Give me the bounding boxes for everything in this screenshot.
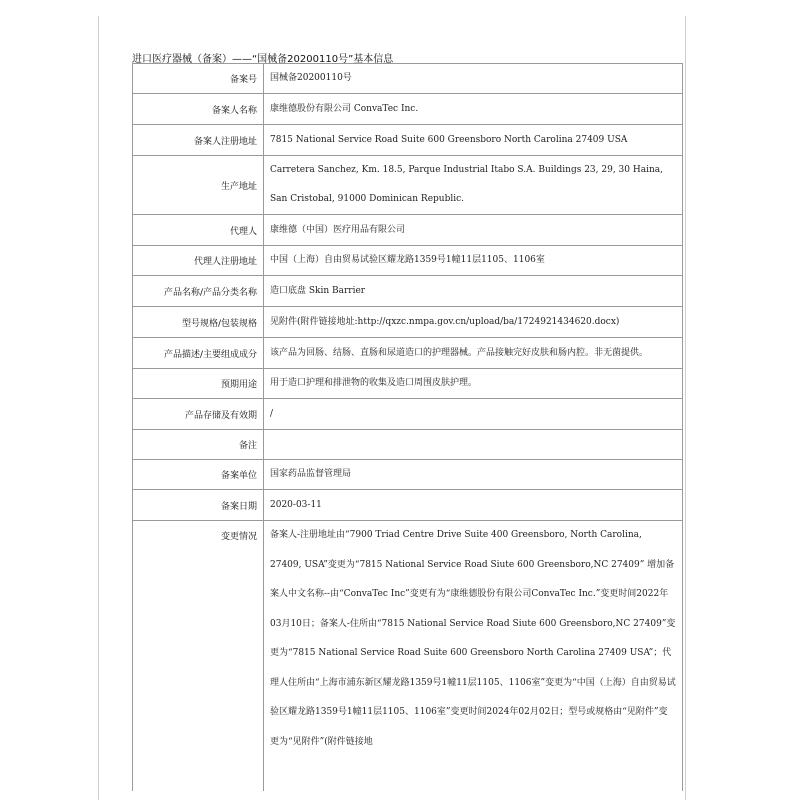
table-row [133, 521, 683, 791]
field-label: 备案人注册地址 [133, 125, 264, 156]
table-row [133, 490, 683, 521]
field-value: 国械备20200110号 [264, 64, 683, 94]
table-row [133, 215, 683, 246]
field-value: 康维德股份有限公司 ConvaTec Inc. [264, 94, 683, 125]
change-history-text: 备案人-注册地址由“7900 Triad Centre Drive Suite 400 Greensboro, North Carolina, 27409, USA”变更为“7815 National Service Road Siute 600 Greensboro,NC 27409” 增加备案人中文名称--由“ConvaTec Inc”变更有为“康维德股份有限公司ConvaTec Inc.”变更时间2022年03月10日；备案人-住所由“7815 National Service Road Siute 600 Greensboro,NC 27409”变更为“7815 National Service Road Suite 600 Greensboro North Carolina 27409 USA”；代理人住所由“上海市浦东新区耀龙路1359号1幢11层1105、1106室”变更为“中国（上海）自由贸易试验区耀龙路1359号1幢11层1105、1106室”变更时间2024年02月02日；型号或规格由“见附件”变更为“见附件”(附件链接地 [264, 521, 683, 791]
field-label: 备案人名称 [133, 94, 264, 125]
field-value: 中国（上海）自由贸易试验区耀龙路1359号1幢11层1105、1106室 [264, 246, 683, 276]
table-row [133, 307, 683, 338]
field-label: 备案号 [133, 64, 264, 94]
field-label: 代理人注册地址 [133, 246, 264, 276]
field-value [264, 430, 683, 460]
field-label: 产品名称/产品分类名称 [133, 276, 264, 307]
table-row [133, 369, 683, 399]
field-value: 康维德（中国）医疗用品有限公司 [264, 215, 683, 246]
field-label: 备案单位 [133, 460, 264, 490]
field-label: 产品描述/主要组成成分 [133, 338, 264, 369]
table-row [133, 246, 683, 276]
field-value: 7815 National Service Road Suite 600 Greensboro North Carolina 27409 USA [264, 125, 683, 156]
field-value: Carretera Sanchez, Km. 18.5, Parque Industrial Itabo S.A. Buildings 23, 29, 30 Haina, San Cristobal, 91000 Dominican Republic. [264, 156, 683, 215]
field-value: 造口底盘 Skin Barrier [264, 276, 683, 307]
field-value: 见附件(附件链接地址:http://qxzc.nmpa.gov.cn/upload/ba/1724921434620.docx) [264, 307, 683, 338]
table-row [133, 399, 683, 430]
field-label: 预期用途 [133, 369, 264, 399]
field-label: 备注 [133, 430, 264, 460]
table-row [133, 338, 683, 369]
field-label: 变更情况 [133, 521, 264, 791]
field-label: 生产地址 [133, 156, 264, 215]
table-row [133, 156, 683, 215]
field-value: 该产品为回肠、结肠、直肠和尿道造口的护理器械。产品接触完好皮肤和肠内腔。非无菌提供。 [264, 338, 683, 369]
table-row [133, 64, 683, 94]
field-label: 备案日期 [133, 490, 264, 521]
table-row [133, 125, 683, 156]
table-row [133, 430, 683, 460]
field-label: 型号规格/包装规格 [133, 307, 264, 338]
table-row [133, 94, 683, 125]
field-value: 2020-03-11 [264, 490, 683, 521]
field-value: 用于造口护理和排泄物的收集及造口周围皮肤护理。 [264, 369, 683, 399]
table-row [133, 276, 683, 307]
document-title: 进口医疗器械（备案）——“国械备20200110号”基本信息 [132, 54, 394, 65]
info-table [132, 63, 683, 791]
field-label: 产品存储及有效期 [133, 399, 264, 430]
field-label: 代理人 [133, 215, 264, 246]
field-value: / [264, 399, 683, 430]
table-row [133, 460, 683, 490]
field-value: 国家药品监督管理局 [264, 460, 683, 490]
